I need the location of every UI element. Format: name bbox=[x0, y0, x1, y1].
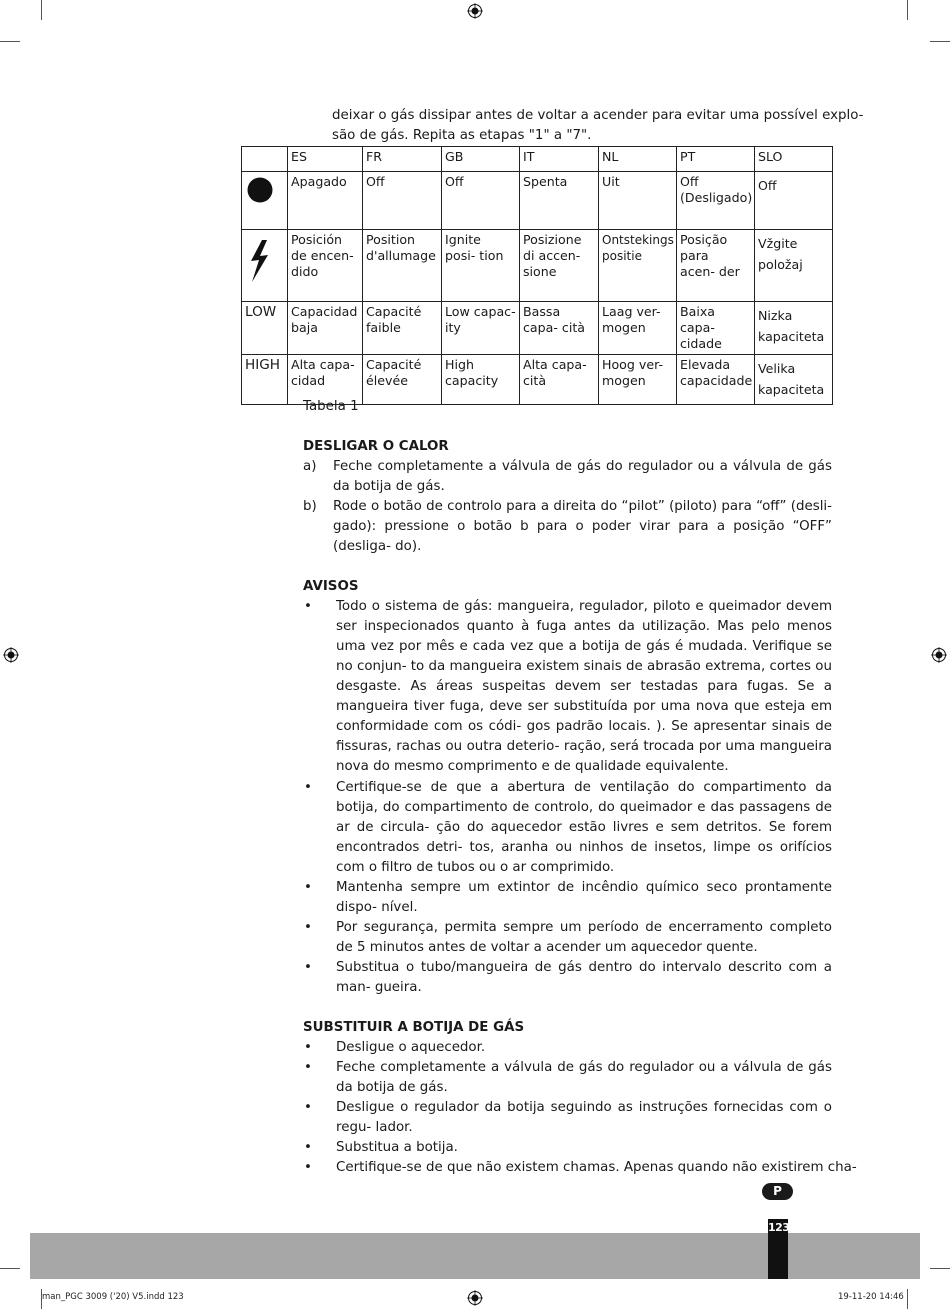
cell-text: High capacity bbox=[445, 357, 499, 388]
registration-mark-icon bbox=[931, 647, 947, 663]
list-item-text: Certifique-se de que a abertura de ventilação do compartimento da botija, do compartimento de controlo, do queimador e das passagens de ar de circula- ção do aquecedor estão livres e sem detritos. Se forem encontrados detri- tos, aranha ou ninhos de insetos, limpe os orifícios com o filtro de tubos ou o ar comprimido. bbox=[336, 780, 832, 875]
list-item-text: Substitua a botija. bbox=[336, 1140, 458, 1155]
table-cell: Position d'allumage bbox=[363, 230, 442, 302]
language-badge: P bbox=[762, 1183, 793, 1200]
crop-mark bbox=[930, 41, 950, 42]
cell-text: Off (Desligado) bbox=[680, 174, 753, 205]
crop-mark bbox=[907, 1289, 908, 1309]
crop-mark bbox=[41, 0, 42, 20]
crop-mark bbox=[0, 1268, 20, 1269]
crop-mark bbox=[930, 1268, 950, 1269]
row-label: HIGH bbox=[242, 355, 288, 405]
language-table bbox=[241, 146, 833, 405]
column-header: IT bbox=[520, 147, 599, 172]
bullet-icon: • bbox=[304, 920, 312, 935]
table-cell: Off bbox=[442, 172, 520, 230]
table-cell: Hoog ver- mogen bbox=[599, 355, 677, 405]
section-heading-desligar: DESLIGAR O CALOR bbox=[303, 439, 449, 454]
bullet-icon: • bbox=[304, 1160, 312, 1175]
column-header: PT bbox=[677, 147, 755, 172]
section-heading-avisos: AVISOS bbox=[303, 579, 359, 594]
bullet-icon: • bbox=[304, 599, 312, 614]
table-cell: Alta capa- cità bbox=[520, 355, 599, 405]
cell-text: Capacité faible bbox=[366, 304, 422, 335]
list-item bbox=[303, 878, 832, 918]
cell-text: Posição para acen- der bbox=[680, 232, 740, 279]
table-cell bbox=[363, 355, 442, 405]
column-header: GB bbox=[442, 147, 520, 172]
list-marker: a) bbox=[303, 459, 317, 474]
intro-line: deixar o gás dissipar antes de voltar a acender para evitar uma possível explo- bbox=[332, 108, 864, 123]
list-item-text: Certifique-se de que não existem chamas. Apenas quando não existirem cha- bbox=[336, 1160, 857, 1175]
table-row bbox=[242, 302, 833, 355]
table-cell: Ontstekings positie bbox=[599, 230, 677, 302]
list-marker: b) bbox=[303, 499, 317, 514]
registration-mark-icon bbox=[467, 3, 483, 19]
bullet-icon: • bbox=[304, 1140, 312, 1155]
crop-mark bbox=[0, 41, 20, 42]
date-slug: 19-11-20 14:46 bbox=[838, 1292, 904, 1302]
table-cell bbox=[755, 355, 833, 405]
cell-text: Ignite posi- tion bbox=[445, 232, 504, 263]
cell-text: Posición de encen- dido bbox=[291, 232, 354, 279]
list-item bbox=[303, 1138, 832, 1158]
row-icon-cell bbox=[242, 172, 288, 230]
column-header: SLO bbox=[755, 147, 833, 172]
table-cell: Laag ver- mogen bbox=[599, 302, 677, 355]
table-cell: Bassa capa- cità bbox=[520, 302, 599, 355]
table-cell bbox=[363, 302, 442, 355]
cell-text: Posizione di accen- sione bbox=[523, 232, 582, 279]
bullet-icon: • bbox=[304, 880, 312, 895]
column-header: NL bbox=[599, 147, 677, 172]
list-item bbox=[303, 597, 832, 777]
list-item-text: Feche completamente a válvula de gás do regulador ou a válvula de gás da botija de gás. bbox=[333, 459, 832, 494]
registration-mark-icon bbox=[3, 647, 19, 663]
table-header-row bbox=[242, 147, 833, 172]
section-heading-substituir: SUBSTITUIR A BOTIJA DE GÁS bbox=[303, 1020, 525, 1035]
file-slug: man_PGC 3009 ('20) V5.indd 123 bbox=[42, 1292, 184, 1302]
registration-mark-icon bbox=[467, 1290, 483, 1306]
table-cell: Elevada capacidade bbox=[677, 355, 755, 405]
table-corner-cell bbox=[242, 147, 288, 172]
table-cell bbox=[755, 230, 833, 302]
list-item bbox=[303, 778, 832, 878]
list-item bbox=[303, 1058, 832, 1098]
table-row bbox=[242, 230, 833, 302]
list-item bbox=[303, 1158, 857, 1178]
table-cell bbox=[755, 302, 833, 355]
list-item bbox=[303, 918, 832, 958]
intro-line: são de gás. Repita as etapas "1" a "7". bbox=[332, 128, 592, 143]
table-cell: Alta capa- cidad bbox=[288, 355, 363, 405]
table-cell bbox=[288, 230, 363, 302]
table-cell: Off bbox=[755, 172, 833, 230]
ignition-spark-icon bbox=[247, 240, 271, 282]
table-cell bbox=[442, 230, 520, 302]
table-cell bbox=[677, 230, 755, 302]
table-cell: Uit bbox=[599, 172, 677, 230]
list-item bbox=[303, 958, 832, 998]
off-dot-icon bbox=[246, 176, 274, 204]
list-item-text: Todo o sistema de gás: mangueira, regulador, piloto e queimador devem ser inspecionados quanto à fuga antes da utilização. Mas pelo menos uma vez por mês e cada vez que a botija de gás é mudada. Verifique se no conjun- to da mangueira existem sinais de abrasão extrema, cortes ou desgaste. As áreas suspeitas devem ser testadas para fugas. Se a mangueira tiver fuga, deve ser substituída por uma nova que esteja em conformidade com os códi- gos padrão locais. ). Se apresentar sinais de fissuras, rachas ou outra deterio- ração, será trocada por uma mangueira nova do mesmo comprimento e de qualidade equivalente. bbox=[336, 599, 832, 774]
list-item bbox=[303, 1038, 832, 1058]
table-cell: Spenta bbox=[520, 172, 599, 230]
cell-text: Nizka kapaciteta bbox=[758, 308, 825, 344]
table-cell: Low capac- ity bbox=[442, 302, 520, 355]
bullet-icon: • bbox=[304, 780, 312, 795]
table-cell: Capacidad baja bbox=[288, 302, 363, 355]
cell-text: Velika kapaciteta bbox=[758, 361, 825, 397]
list-item-text: Rode o botão de controlo para a direita do “pilot” (piloto) para “off” (desli- gado): pressione o botão b para o poder virar para a posição “OFF” (desliga- do). bbox=[333, 499, 832, 554]
bullet-icon: • bbox=[304, 1100, 312, 1115]
table-cell bbox=[442, 355, 520, 405]
crop-mark bbox=[907, 0, 908, 20]
table-caption: Tabela 1 bbox=[303, 399, 359, 414]
row-label: LOW bbox=[242, 302, 288, 355]
column-header: FR bbox=[363, 147, 442, 172]
table-cell bbox=[677, 172, 755, 230]
cell-text: Capacité élevée bbox=[366, 357, 422, 388]
list-item-text: Feche completamente a válvula de gás do regulador ou a válvula de gás da botija de gás. bbox=[336, 1060, 832, 1095]
list-item bbox=[303, 497, 832, 557]
list-item bbox=[303, 1098, 832, 1138]
table-cell: Baixa capa- cidade bbox=[677, 302, 755, 355]
list-item-text: Desligue o regulador da botija seguindo as instruções fornecidas com o regu- lador. bbox=[336, 1100, 832, 1135]
table-cell: Off bbox=[363, 172, 442, 230]
cell-text: Vžgite položaj bbox=[758, 236, 803, 272]
bullet-icon: • bbox=[304, 1040, 312, 1055]
list-item-text: Por segurança, permita sempre um período de encerramento completo de 5 minutos antes de voltar a acender um aquecedor quente. bbox=[336, 920, 832, 955]
bullet-icon: • bbox=[304, 960, 312, 975]
row-icon-cell bbox=[242, 230, 288, 302]
table-row bbox=[242, 172, 833, 230]
column-header: ES bbox=[288, 147, 363, 172]
list-item bbox=[303, 457, 832, 497]
bullet-icon: • bbox=[304, 1060, 312, 1075]
table-cell bbox=[520, 230, 599, 302]
list-item-text: Substitua o tubo/mangueira de gás dentro do intervalo descrito com a man- gueira. bbox=[336, 960, 832, 995]
list-item-text: Desligue o aquecedor. bbox=[336, 1040, 486, 1055]
list-item-text: Mantenha sempre um extintor de incêndio químico seco prontamente dispo- nível. bbox=[336, 880, 832, 915]
table-cell: Apagado bbox=[288, 172, 363, 230]
page-number: 123 bbox=[768, 1219, 788, 1279]
